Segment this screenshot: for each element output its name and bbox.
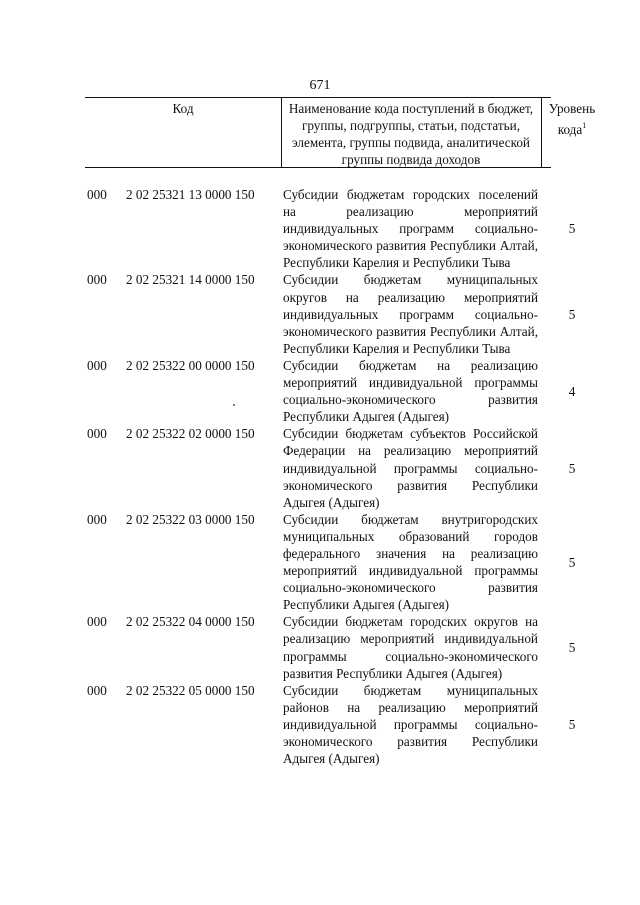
row-name: Субсидии бюджетам муниципальных районов на реализацию мероприятий индивидуальной программы социально-экономического развития Республики Адыгея (Адыгея) xyxy=(283,682,538,767)
row-name: Субсидии бюджетам городских округов на реализацию мероприятий индивидуальной программы социально-экономического развития Республики Адыгея (Адыгея) xyxy=(283,614,538,681)
table-row xyxy=(85,186,576,271)
table-row xyxy=(85,425,576,510)
page-number: 671 xyxy=(309,78,331,93)
table-header xyxy=(85,97,596,168)
row-level: 5 xyxy=(568,639,576,655)
row-prefix: 000 xyxy=(87,511,107,527)
row-name: Субсидии бюджетам муниципальных округов на реализацию мероприятий индивидуальных программ социально-экономического развития Республики Алтай, Республики Карелия и Республики Тыва xyxy=(283,272,538,356)
row-code: 2 02 25322 04 0000 150 xyxy=(126,614,255,630)
table-row xyxy=(85,357,576,425)
row-level: 4 xyxy=(568,383,576,399)
table-row xyxy=(85,511,576,614)
header-name: Наименование кода поступлений в бюджет, группы, подгруппы, статьи, подстатьи, элемента, группы подвида, аналитической группы подвида доходов xyxy=(288,101,534,167)
row-prefix: 000 xyxy=(87,357,107,373)
table-body xyxy=(85,186,576,767)
row-level: 5 xyxy=(568,221,576,237)
row-code: 2 02 25322 03 0000 150 xyxy=(126,511,255,527)
table-row xyxy=(85,682,576,767)
row-name: Субсидии бюджетам внутригородских муниципальных образований городов федерального значения на реализацию мероприятий индивидуальной программы социально-экономического развития Республики Адыгея (Адыгея) xyxy=(283,511,538,613)
row-prefix: 000 xyxy=(87,187,107,202)
row-name: Субсидии бюджетам городских поселений на реализацию мероприятий индивидуальных программ социально-экономического развития Республики Алтай, Республики Карелия и Республики Тыва xyxy=(283,187,538,271)
row-prefix: 000 xyxy=(87,426,107,442)
row-level: 5 xyxy=(568,716,576,732)
header-level-label: Уровень кода xyxy=(548,101,596,137)
row-prefix: 000 xyxy=(87,614,107,630)
row-code: 2 02 25322 02 0000 150 xyxy=(126,426,255,442)
row-code: 2 02 25321 13 0000 150 xyxy=(126,187,255,202)
row-code: 2 02 25321 14 0000 150 xyxy=(126,272,255,288)
scan-speck xyxy=(233,404,235,406)
table-row xyxy=(85,271,576,356)
header-code: Код xyxy=(172,101,194,116)
row-prefix: 000 xyxy=(87,682,107,698)
row-name: Субсидии бюджетам субъектов Российской Федерации на реализацию мероприятий индивидуальной программы социально-экономического развития Республики Адыгея (Адыгея) xyxy=(283,426,538,510)
table-row xyxy=(85,613,576,681)
row-code: 2 02 25322 00 0000 150 xyxy=(126,357,255,373)
row-level: 5 xyxy=(568,460,576,476)
row-code: 2 02 25322 05 0000 150 xyxy=(126,682,255,698)
header-level-footnote: 1 xyxy=(582,121,587,130)
row-level: 5 xyxy=(568,306,576,322)
row-level: 5 xyxy=(568,554,576,570)
header-level xyxy=(541,100,603,138)
row-name: Субсидии бюджетам на реализацию мероприятий индивидуальной программы социально-экономического развития Республики Адыгея (Адыгея) xyxy=(283,357,538,425)
row-prefix: 000 xyxy=(87,272,107,288)
